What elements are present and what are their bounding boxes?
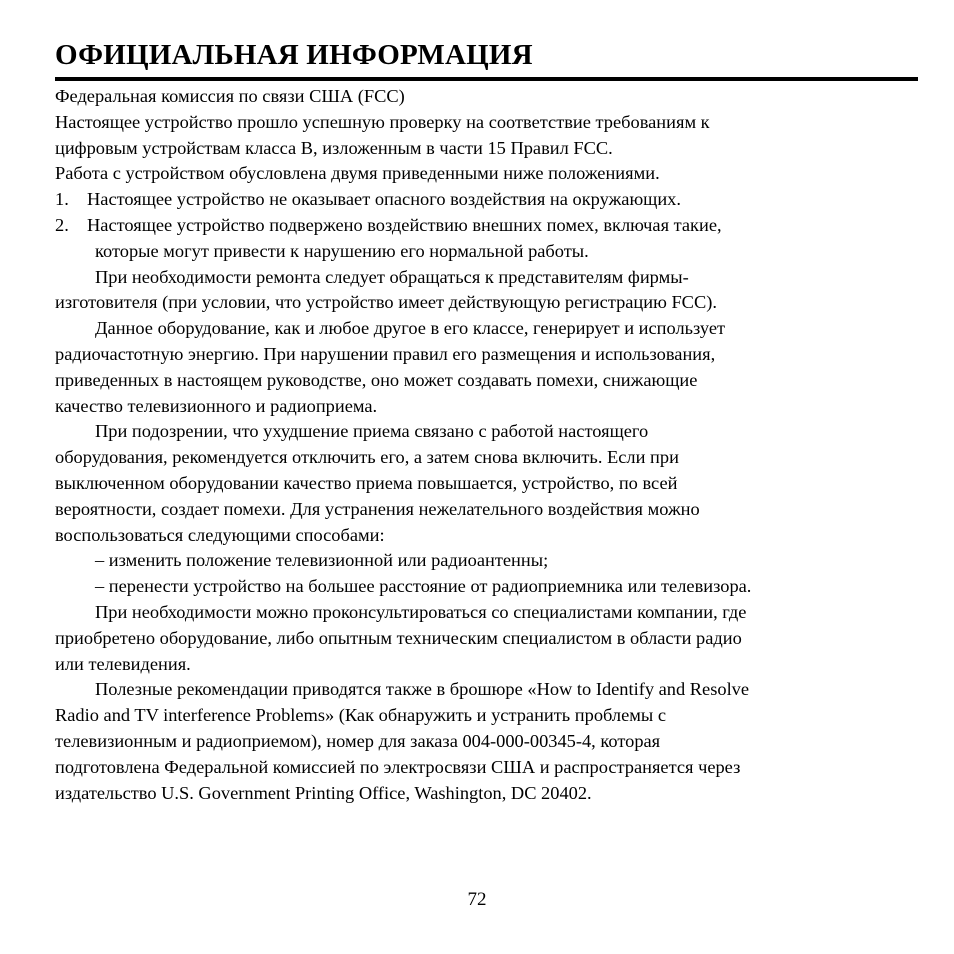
page-number: 72 xyxy=(467,889,487,910)
paragraph-line: качество телевизионного и радиоприема. xyxy=(55,395,378,416)
numbered-list-item xyxy=(55,213,895,239)
list-item-continuation: которые могут привести к нарушению его нормальной работы. xyxy=(95,240,589,261)
document-body xyxy=(55,84,895,806)
paragraph-line: При необходимости можно проконсультироваться со специалистами компании, где xyxy=(95,601,747,622)
paragraph-line: цифровым устройствам класса B, изложенным в части 15 Правил FCC. xyxy=(55,137,613,158)
paragraph-line: Работа с устройством обусловлена двумя приведенными ниже положениями. xyxy=(55,163,660,184)
list-item-text: Настоящее устройство подвержено воздействию внешних помех, включая такие, xyxy=(87,214,722,235)
paragraph-line: приобретено оборудование, либо опытным техническим специалистом в области радио xyxy=(55,627,742,648)
paragraph-line: приведенных в настоящем руководстве, оно может создавать помехи, снижающие xyxy=(55,369,698,390)
paragraph-line: радиочастотную энергию. При нарушении правил его размещения и использования, xyxy=(55,343,716,364)
paragraph-line: Полезные рекомендации приводятся также в брошюре «How to Identify and Resolve xyxy=(95,679,750,700)
paragraph-line: Настоящее устройство прошло успешную проверку на соответствие требованиям к xyxy=(55,111,710,132)
dash-list-item: – перенести устройство на большее расстояние от радиоприемника или телевизора. xyxy=(95,576,752,597)
paragraph-line: подготовлена Федеральной комиссией по электросвязи США и распространяется через xyxy=(55,756,741,777)
paragraph-line: При необходимости ремонта следует обращаться к представителям фирмы- xyxy=(95,266,689,287)
paragraph-line: Radio and TV interference Problems» (Как обнаружить и устранить проблемы с xyxy=(55,705,667,726)
list-number: 2. xyxy=(55,214,69,235)
paragraph-line: вероятности, создает помехи. Для устранения нежелательного воздействия можно xyxy=(55,498,700,519)
paragraph-line: Данное оборудование, как и любое другое в его классе, генерирует и использует xyxy=(95,318,726,339)
list-number: 1. xyxy=(55,189,69,210)
list-item-text: Настоящее устройство не оказывает опасного воздействия на окружающих. xyxy=(87,189,681,210)
paragraph-line: оборудования, рекомендуется отключить его, а затем снова включить. Если при xyxy=(55,447,679,468)
title-underline-rule xyxy=(55,77,918,81)
paragraph-line: При подозрении, что ухудшение приема связано с работой настоящего xyxy=(95,421,649,442)
numbered-list-item xyxy=(55,187,895,213)
dash-list-item: – изменить положение телевизионной или радиоантенны; xyxy=(95,550,549,571)
paragraph-line: телевизионным и радиоприемом), номер для заказа 004-000-00345-4, которая xyxy=(55,730,661,751)
paragraph-line: выключенном оборудовании качество приема повышается, устройство, по всей xyxy=(55,472,678,493)
paragraph-line: изготовителя (при условии, что устройство имеет действующую регистрацию FCC). xyxy=(55,292,717,313)
page-title: ОФИЦИАЛЬНАЯ ИНФОРМАЦИЯ xyxy=(55,39,533,71)
paragraph-line: Федеральная комиссия по связи США (FCC) xyxy=(55,86,405,106)
paragraph-line: издательство U.S. Government Printing Office, Washington, DC 20402. xyxy=(55,782,592,803)
paragraph-line: воспользоваться следующими способами: xyxy=(55,524,385,545)
paragraph-line: или телевидения. xyxy=(55,653,191,674)
